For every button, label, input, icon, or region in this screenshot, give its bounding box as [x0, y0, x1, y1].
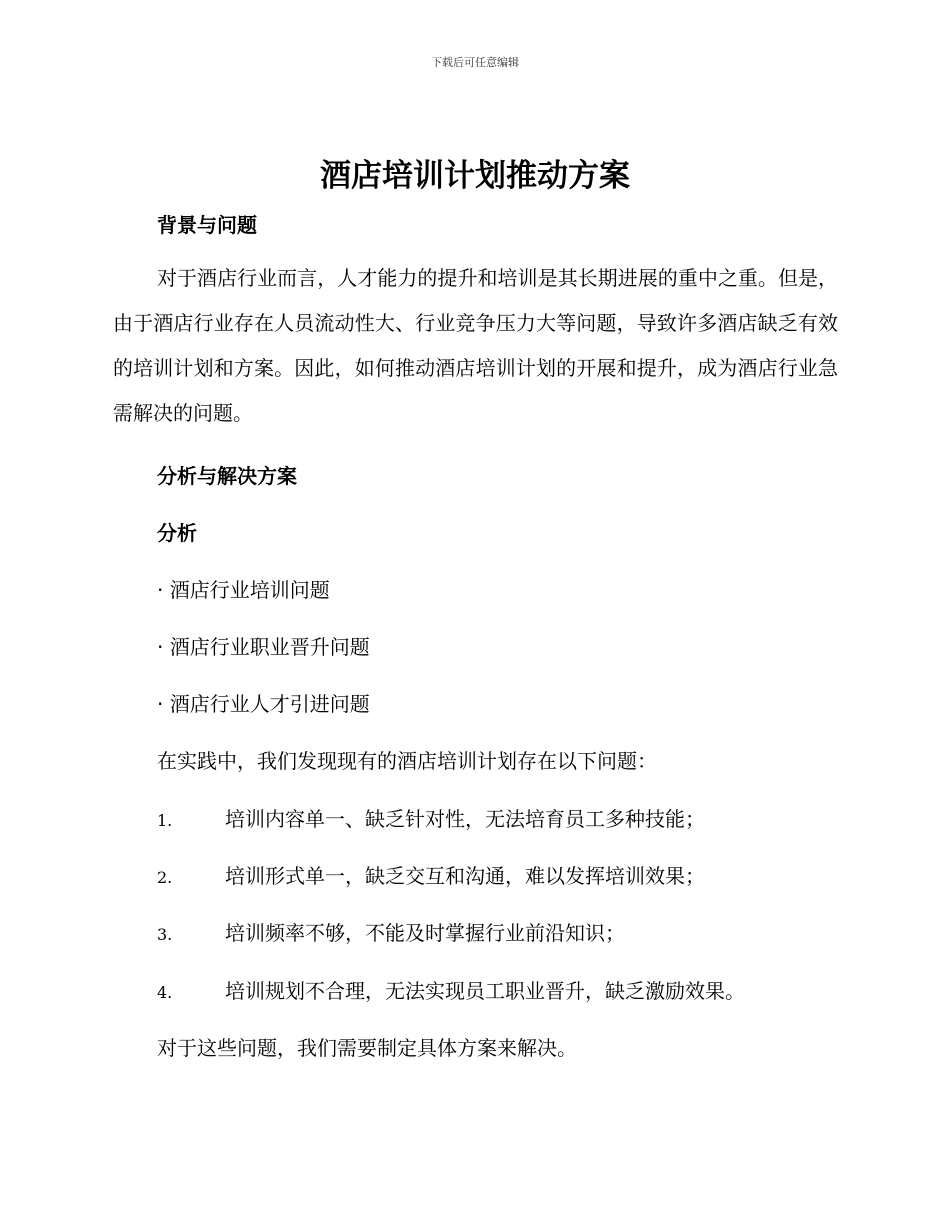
section-heading-background: 背景与问题	[157, 213, 257, 237]
problem-number: 1.	[157, 811, 173, 830]
problem-number: 4.	[157, 983, 173, 1002]
problem-text: 培训频率不够，不能及时掌握行业前沿知识；	[225, 921, 625, 945]
practice-intro: 在实践中，我们发现现有的酒店培训计划存在以下问题：	[157, 749, 657, 773]
bullet-item: · 酒店行业培训问题	[157, 578, 330, 602]
bullet-item: · 酒店行业职业晋升问题	[157, 635, 370, 659]
problem-item	[157, 803, 705, 832]
problem-number: 3.	[157, 925, 173, 944]
problem-item	[157, 917, 625, 946]
conclusion-paragraph: 对于这些问题，我们需要制定具体方案来解决。	[157, 1036, 577, 1060]
background-paragraph: 对于酒店行业而言，人才能力的提升和培训是其长期进展的重中之重。但是，由于酒店行业存在人员流动性大、行业竞争压力大等问题，导致许多酒店缺乏有效的培训计划和方案。因此，如何推动酒店培训计划的开展和提升，成为酒店行业急需解决的问题。	[113, 266, 838, 425]
problem-text: 培训形式单一，缺乏交互和沟通，难以发挥培训效果；	[225, 864, 705, 888]
problem-text: 培训规划不合理，无法实现员工职业晋升，缺乏激励效果。	[225, 979, 745, 1003]
bullet-item: · 酒店行业人才引进问题	[157, 692, 370, 716]
section-heading-analysis: 分析	[157, 521, 197, 545]
problem-text: 培训内容单一、缺乏针对性，无法培育员工多种技能；	[225, 807, 705, 831]
document-title: 酒店培训计划推动方案	[320, 158, 630, 194]
section-heading-analysis-solution: 分析与解决方案	[157, 464, 297, 488]
page-header: 下载后可任意编辑	[431, 56, 519, 69]
problem-item	[157, 975, 745, 1004]
problem-number: 2.	[157, 868, 173, 887]
problem-item	[157, 860, 705, 889]
